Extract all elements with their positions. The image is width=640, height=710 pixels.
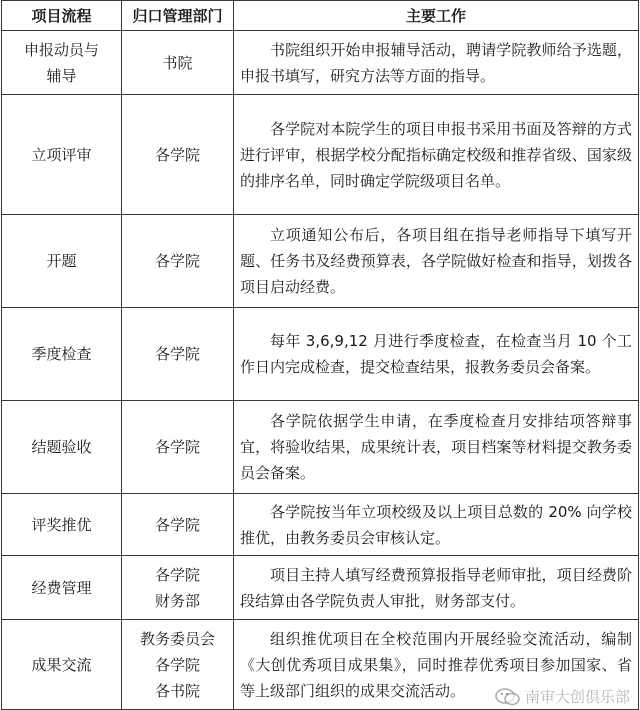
process-name bbox=[2, 37, 121, 89]
table-row bbox=[2, 556, 639, 620]
table-header-row bbox=[2, 1, 639, 31]
process-cell: 结题验收 bbox=[2, 401, 122, 494]
work-cell bbox=[234, 401, 639, 494]
department-name: 各学院 bbox=[154, 515, 200, 534]
department-cell bbox=[122, 556, 234, 620]
department-name: 各学院 bbox=[154, 252, 200, 270]
department-cell bbox=[122, 308, 234, 401]
table-row bbox=[2, 401, 639, 494]
work-cell bbox=[234, 494, 639, 556]
department-name: 财务部 bbox=[154, 591, 200, 610]
department-name: 各学院 bbox=[154, 145, 200, 164]
department-name: 各学院 bbox=[154, 565, 200, 584]
department-cell bbox=[122, 215, 234, 308]
table-row bbox=[2, 95, 639, 215]
work-cell bbox=[234, 95, 639, 215]
department-name: 各学院 bbox=[154, 345, 200, 363]
process-line: 辅导 bbox=[46, 66, 77, 85]
work-cell bbox=[234, 556, 639, 620]
department-name: 教务委员会 bbox=[139, 629, 215, 648]
work-cell bbox=[234, 308, 639, 401]
work-text: 书院组织开始申报辅导活动，聘请学院教师给予选题，申报书填写，研究方法等方面的指导。 bbox=[240, 40, 632, 85]
work-cell bbox=[234, 31, 639, 95]
department-name: 各学院 bbox=[154, 655, 200, 674]
table-row bbox=[2, 308, 639, 401]
process-cell: 评奖推优 bbox=[2, 494, 122, 556]
department-cell bbox=[122, 401, 234, 494]
process-cell: 开题 bbox=[2, 215, 122, 308]
work-text: 组织推优项目在全校范围内开展经验交流活动，编制《大创优秀项目成果集》，同时推荐优秀项目参加国家、省等上级部门组织的成果交流活动。 bbox=[240, 629, 632, 700]
process-cell bbox=[2, 31, 122, 95]
process-cell: 经费管理 bbox=[2, 556, 122, 620]
department-cell bbox=[122, 620, 234, 710]
department-name: 各学院 bbox=[154, 438, 200, 456]
work-text: 项目主持人填写经费预算报指导老师审批，项目经费阶段结算由各学院负责人审批，财务部支付。 bbox=[240, 565, 632, 610]
process-cell: 季度检查 bbox=[2, 308, 122, 401]
process-cell: 立项评审 bbox=[2, 95, 122, 215]
department-name: 各书院 bbox=[154, 681, 200, 700]
department-cell bbox=[122, 494, 234, 556]
header-work: 主要工作 bbox=[234, 1, 639, 31]
work-text: 各学院依据学生申请，在季度检查月安排结项答辩事宜，将验收结果，成果统计表，项目档案等材料提交教务委员会备案。 bbox=[240, 412, 632, 482]
watermark-text: 南审大创俱乐部 bbox=[524, 688, 630, 706]
work-text: 各学院按当年立项校级及以上项目总数的 20% 向学校推优，由教务委员会审核认定。 bbox=[240, 502, 632, 547]
process-cell: 成果交流 bbox=[2, 620, 122, 710]
header-process: 项目流程 bbox=[2, 1, 122, 31]
work-text: 每年 3,6,9,12 月进行季度检查，在检查当月 10 个工作日内完成检查，提交检查结果，报教务委员会备案。 bbox=[240, 332, 632, 376]
project-process-table bbox=[1, 0, 639, 710]
table-row bbox=[2, 494, 639, 556]
department-cell bbox=[122, 95, 234, 215]
header-department: 归口管理部门 bbox=[122, 1, 234, 31]
table-row bbox=[2, 31, 639, 95]
department-name: 书院 bbox=[162, 53, 193, 72]
work-text: 立项通知公布后，各项目组在指导老师指导下填写开题、任务书及经费预算表，各学院做好检查和指导，划拨各项目启动经费。 bbox=[240, 226, 632, 296]
work-cell bbox=[234, 215, 639, 308]
table-row bbox=[2, 620, 639, 710]
work-cell bbox=[234, 620, 639, 710]
department-cell bbox=[122, 31, 234, 95]
work-text: 各学院对本院学生的项目申报书采用书面及答辩的方式进行评审，根据学校分配指标确定校级和推荐省级、国家级的排序名单，同时确定学院级项目名单。 bbox=[240, 119, 632, 190]
table-row bbox=[2, 215, 639, 308]
process-line: 申报动员与 bbox=[23, 40, 99, 59]
